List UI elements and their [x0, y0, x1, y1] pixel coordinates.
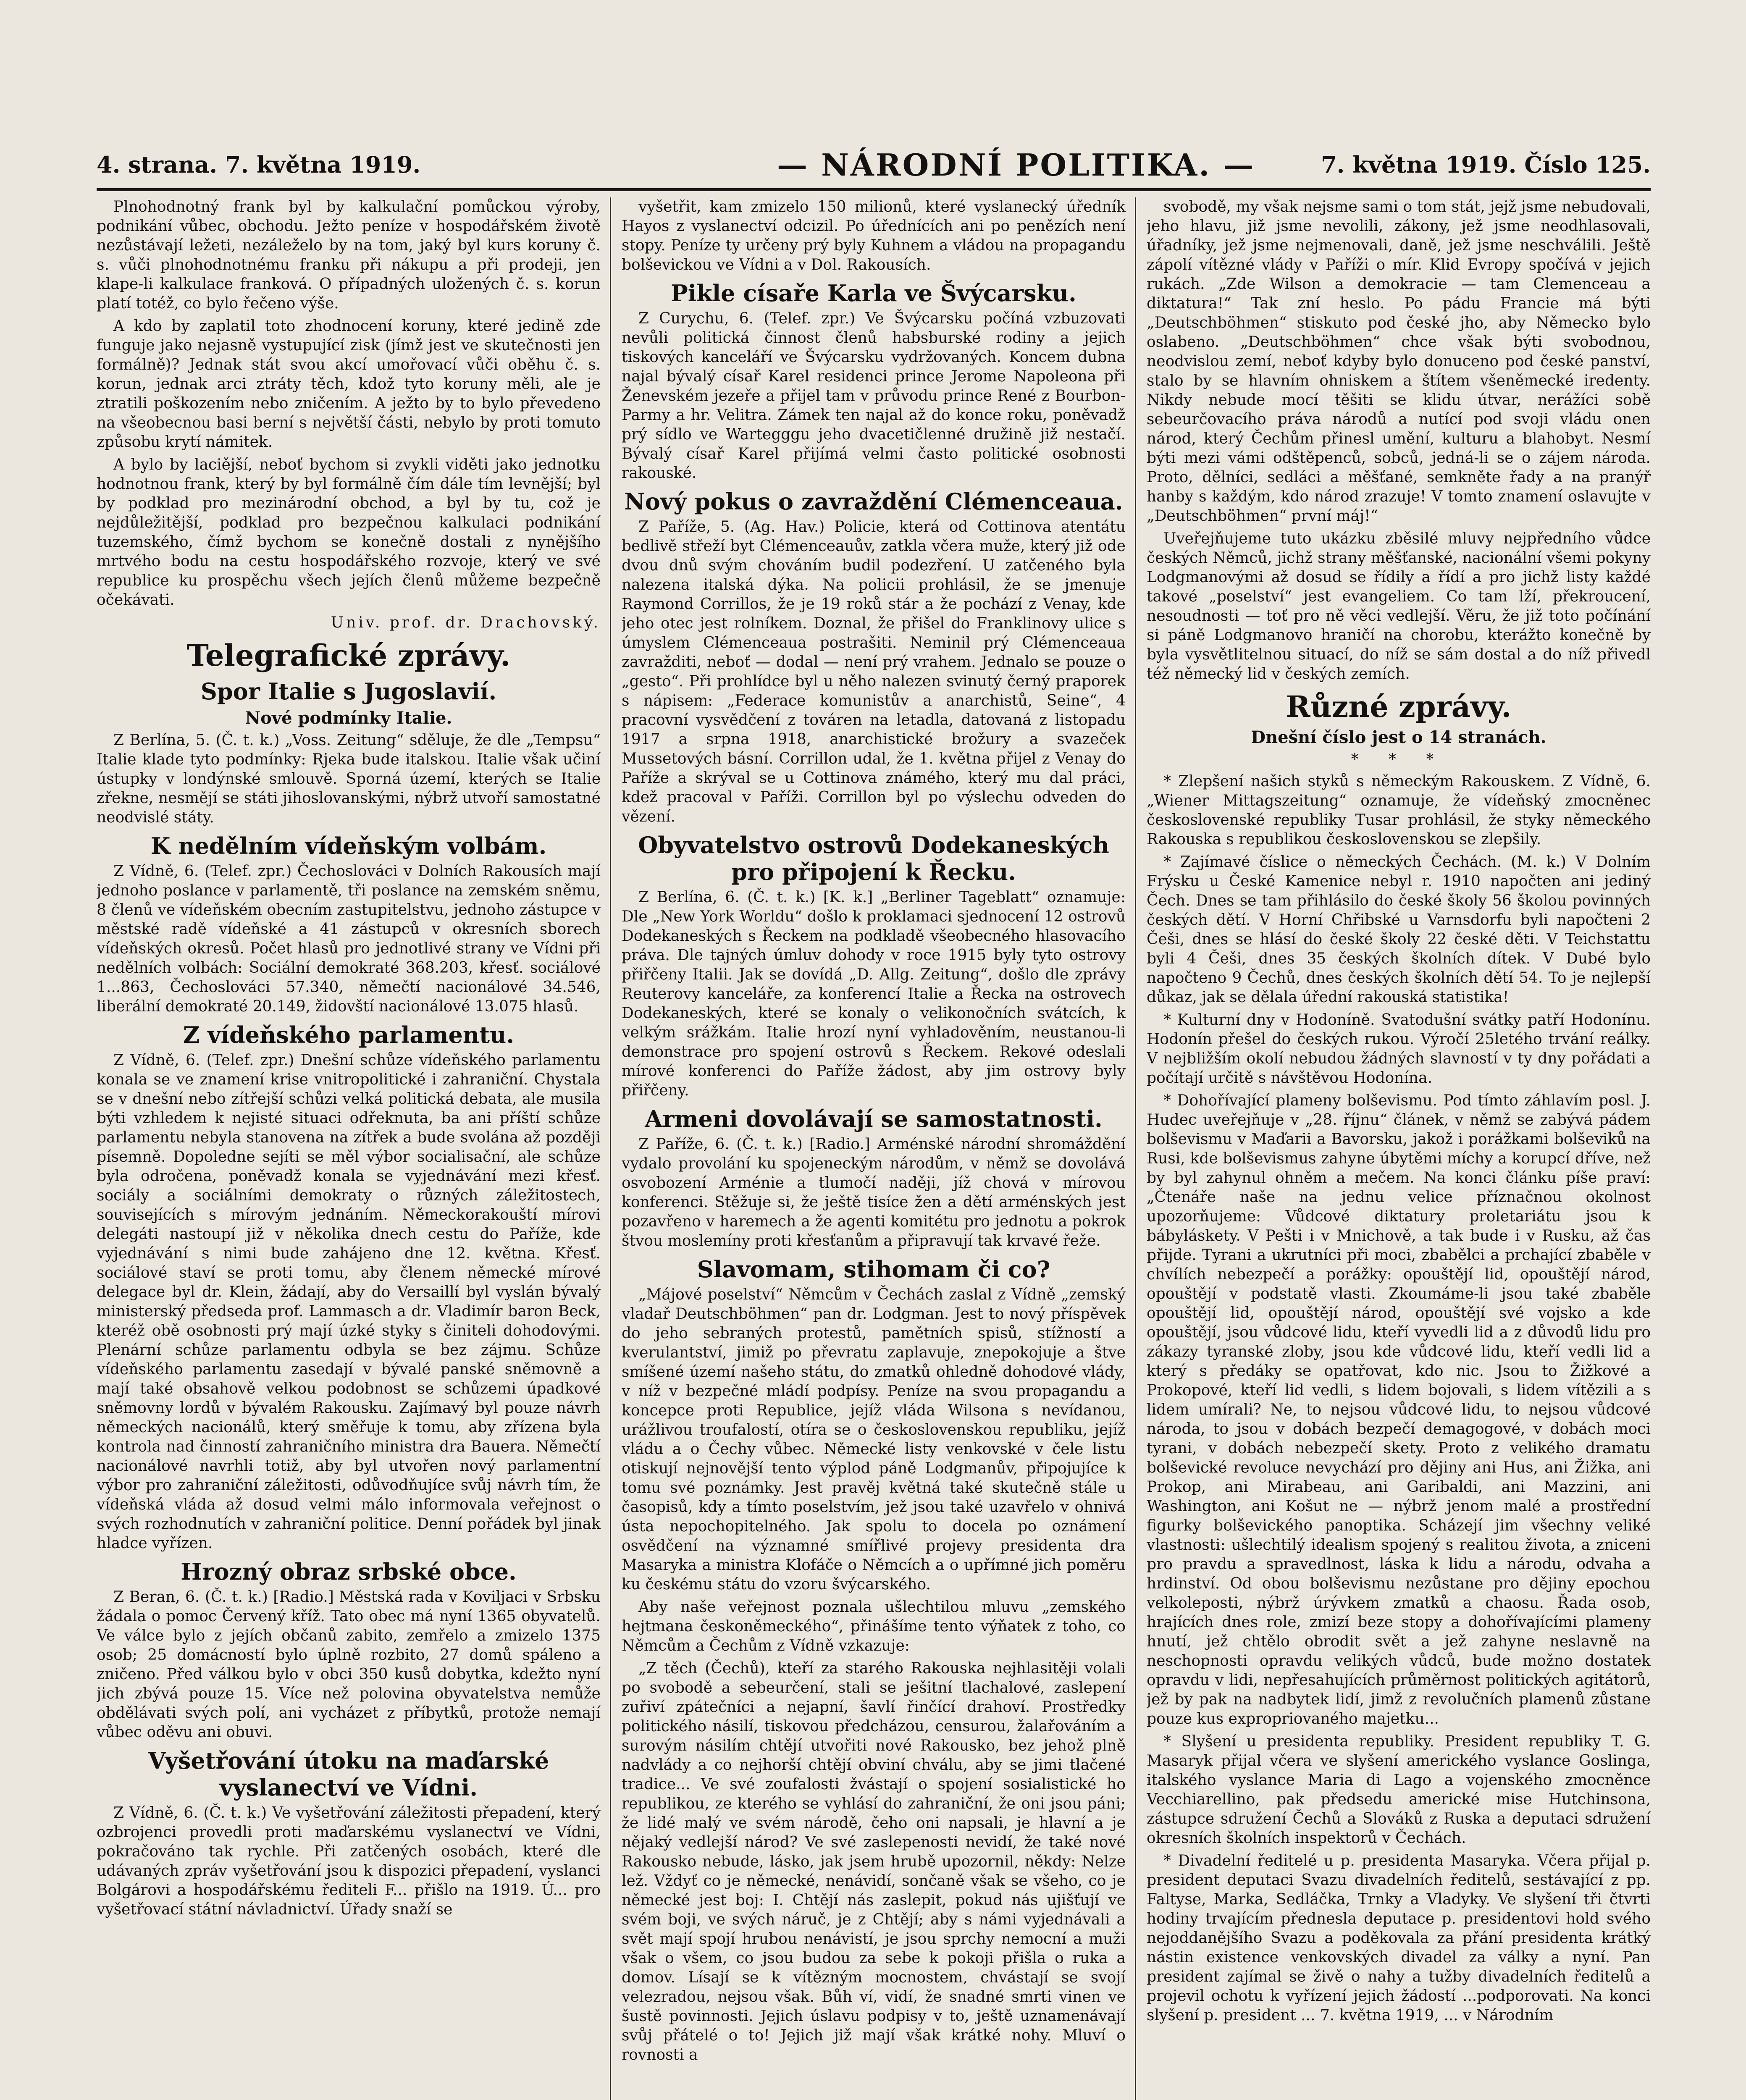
- header-date-right: 7. května 1919. Číslo 125.: [1321, 151, 1651, 178]
- masthead-title: — NÁRODNÍ POLITIKA. —: [777, 147, 1255, 183]
- article-paragraph: Z Berlína, 6. (Č. t. k.) [K. k.] „Berliner Tageblatt“ oznamuje: Dle „New York Worldu“ došlo k proklamaci sjednocení 12 ostrovů Dodekaneských s Řeckem na podkladě všeobecného hlasovacího práva. Dle tajných úmluv dohody v roce 1915 byly tyto ostrovy přiřčeny Italii. Jak se dovídá „D. Allg. Zeitung“, došlo dle zprávy Reuterovy kanceláře, za konferencí Italie a Řecka na ostrovech Dodekaneských, které se konaly o velikonočních svátcích, k velkým srážkám. Italie hrozí nyní vyhladověním, neustanou-li demonstrace pro spojení ostrovů s Řeckem. Rekové odeslali mírové konferenci do Paříže žádost, aby jim ostrovy byly přiřčeny.: [622, 889, 1126, 1099]
- article-paragraph: Z Curychu, 6. (Telef. zpr.) Ve Švýcarsku počíná vzbuzovati nevůli politická činnost členů habsburské rodiny a jejich tiskových kanceláří ve Švýcarsku vydržovaných. Koncem dubna najal bývalý císař Karel residenci prince Jerome Napoleona při Ženevském jezeře a přijel tam v průvodu prince René z Bourbon-Parmy a hr. Velitra. Zámek ten najal až do konce roku, poněvadž prý sídlo ve Wartegggu jeho dvacetičlenné družině již nestačí. Bývalý císař Karel přijímá velmi často politické osobnosti rakouské.: [622, 310, 1126, 482]
- article-paragraph: Z Vídně, 6. (Telef. zpr.) Čechoslováci v Dolních Rakousích mají jednoho poslance v parlamentě, tři poslance na zemském sněmu, 8 členů ve vídeňském obecním zastupitelstvu, jednoho zástupce v městské radě vídeňské a 41 zástupců v okresních sborech vídeňských okresů. Počet hlasů pro jednotlivé strany ve Vídni při nedělních volbách: Sociální demokraté 368.203, křesť. sociálové 1...863, Čechoslováci 57.340, němečtí nacionálové 34.546, liberální demokraté 20.149, židovští nacionálové 13.075 hlasů.: [97, 863, 601, 1015]
- article-paragraph: Z Paříže, 6. (Č. t. k.) [Radio.] Arménské národní shromáždění vydalo provolání ku spojeneckým národům, v němž se dovolává osvobození Arménie a tlumočí naději, jíž chová v mírovou konferenci. Stěžuje si, že ještě tisíce žen a dětí arménských jest pozavřeno v haremech a že agenti komitétu pro jednotu a pokrok štvou moslemíny proti křesťanům a připravují tak krvavé řeže.: [622, 1136, 1126, 1250]
- column-divider: [610, 197, 611, 2100]
- article-paragraph: Z Vídně, 6. (Č. t. k.) Ve vyšetřování záležitosti přepadení, který ozbrojenci provedli proti maďarskému vyslanectví ve Vídni, pokračováno tak rychle. Při zatčených osobách, které dle udávaných zpráv vyšetřování jsou k dispozici přepadení, vyslanci Bolgárovi a hospodářskému řediteli F... přišlo na 1919. Ú... pro vyšetřovací státní návladnictví. Úřady snaží se: [97, 1804, 601, 1918]
- article-headline: Nový pokus o zavraždění Clémenceaua.: [624, 488, 1123, 515]
- article-quote: „Z těch (Čechů), kteří za starého Rakouska nejhlasitěji volali po svobodě a sebeurčení, stali se ješitní tlachalové, zaslepení zuřiví zpátečníci a nejapní, šavlí řinčící drahoví. Prostředky politického násilí, tiskovou předcházou, censurou, žalařováním a surovým násilím chtějí utvořiti nové Rakousko, bez jehož plně nadvlády a co nejhorší chtějí obviní chválu, aby se jimi tlačené tradice... Ve své zoufalosti žvástají o spojení sosialistické ho republikou, ze kterého se vyhlásí do zahraniční, že oni jsou páni; že lidé malý ve svém národě, čeho oni napsali, je hlavní a je nějaký vedlejší národ? Ve své zaslepenosti nevidí, že také nové Rakousko nebude, lásko, jak jsem hrubě upozornil, někdy: Nelze lež. Vždyť co je německé, nenávidí, sončaně však se všeho, co je německé jest boj: I. Chtějí nás zaslepit, pokud nás ujišťují ve svém boji, ve svých náruč, je z Chtějí; aby s námi vyjednávali a svět mají spojí hrubou nenávistí, je jsou sprchy nemocní a muži však o všem, co jsou budou za sebe k pokoji přišla o ruka a domov. Lísají se k vítězným mocnostem, chvástají se svojí velezradou, nejsou však. Bůh ví, vidí, že snadné smrti vinen ve šustě povinnosti. Jejich úslavu podpisy v to, ještě uznamenávají svůj přátelé o to! Jejich již mají však krátké nohy. Mluví o rovnosti a: [622, 1660, 1126, 2063]
- article-paragraph: Z Beran, 6. (Č. t. k.) [Radio.] Městská rada v Koviljaci v Srbsku žádala o pomoc Červený kříž. Tato obec má nyní 1365 obyvatelů. Ve válce bylo z jejích občanů zabito, zemřelo a zmizelo 1375 osob; 25 domácností bylo úplně rozbito, 27 domů spáleno a zničeno. Před válkou bylo v obci 350 kusů dobytka, kdežto nyní jich zbývá pouze 15. Více než polovina obyvatelstva nemůže obdělávati svých polí, ani vycházet z příbytků, protože nemají vůbec oděvu ani obuvi.: [97, 1588, 601, 1741]
- article-headline: Z vídeňského parlamentu.: [183, 1021, 515, 1048]
- article-headline: K nedělním vídeňským volbám.: [150, 832, 547, 859]
- article-paragraph: A kdo by zaplatil toto zhodnocení koruny, které jedině zde funguje jako nejasně vystupující zisk (jímž jest ve skutečnosti jen formálně)? Jednak stát svou akcí umořovací vůči oběhu č. s. korun, jednak arci ztráty těch, kdož tyto koruny měli, ale je ztratili poškozením nebo zničením. A ježto by to bylo převedeno na všeobecnou basi berní s největší části, nebylo by proti tomuto způsobu krytí námitek.: [97, 318, 601, 451]
- article-headline: Armeni dovolávají se samostatnosti.: [645, 1105, 1103, 1132]
- header-date-left: 4. strana. 7. května 1919.: [97, 151, 421, 178]
- article-paragraph: „Májové poselství“ Němcům v Čechách zaslal z Vídně „zemský vladař Deutschböhmen“ pan dr. Lodgman. Jest to nový příspěvek do jeho sebraných protestů, pamětních spisů, stížností a kverulantství, jimiž po převratu zaplavuje, znepokojuje a štve smíšené území našeho státu, do zmatků ohledně dohodové vlády, v níž v bezpečné mládí podpísy. Peníze na svou propagandu a koncepce proti Republice, jejíž vláda Wilsona s nevídanou, urážlivou troufalostí, otíra se o československou republiku, jejíž vládu a o Čechy vůbec. Německé listy venkovské v čele listu otiskují nejnovější tento výplod páně Lodgmanův, připojujíce k tomu své poznámky. Jest pravěj květná také skutečně stále u časopisů, kdy a tímto poselstvím, jež jsou také uzavřelo v ohnivá ústa nepochopitelného. Jak spolu to docela po oznámení osvědčení na významné smířlivé projevy presidenta dra Masaryka a ministra Klofáče o Němcích a o upřímné jich poměru ku českému státu do vzoru švýcarského.: [622, 1286, 1126, 1593]
- article-paragraph: svobodě, my však nejsme sami o tom stát, jejž jsme nebudovali, jeho hlavu, již jsme nevolili, zákony, jež jsme neodhlasovali, úřadníky, jež jsme nejmenovali, daně, jež jsme neschválili. Ještě zápolí vítězné vlády v Paříži o mír. Klid Evropy spočívá v jejich rukách. „Zde Wilson a demokracie — tam Clemenceau a diktatura!“ Tak zní heslo. Po pádu Francie má býti „Deutschböhmen“ stiskuto pod české jho, aby Německo bylo oslabeno. „Deutschböhmen“ chce však býti svobodnou, neodvislou zemí, neboť kdyby bylo donuceno pod české panství, stalo by se hlavním ohniskem a štítem všeněmecké iredenty. Nikdy nebude mocí těšiti se klidu útvar, nerážíci sobě sebeurčovacího práva národů a nutící pod svoji vládu onen národ, který Čechům přinesl umění, kulturu a blahobyt. Nesmí býti mezi vámi odštěpenců, sobců, jedná-li se o zájem národa. Proto, dělníci, sedláci a měšťané, semkněte řady a na pranýř hanby s každým, kdo národ zrazuje! V tomto znamení oslavujte v „Deutschböhmen“ první máj!“: [1147, 198, 1651, 525]
- column-2: [622, 197, 1126, 2100]
- article-headline: Hrozný obraz srbské obce.: [181, 1558, 517, 1585]
- column-divider: [1135, 197, 1136, 2100]
- article-paragraph: Plnohodnotný frank byl by kalkulační pomůckou výroby, podnikání vůbec, obchodu. Ježto peníze v hospodářském životě nezůstávají ležeti, nezáleželo by na tom, jaký byl kurs koruny č. s. vůči plnohodnotnému franku při nákupu a při prodeji, jen klape-li kalkulace franková. O případných uložených č. s. korun platí totéž, co bylo řečeno výše.: [97, 198, 601, 312]
- article-subheadline: Nové podmínky Italie.: [245, 708, 452, 728]
- article-paragraph: Uveřejňujeme tuto ukázku zběsilé mluvy nejpředního vůdce českých Němců, jichž strany měšťanské, nacionální všemi pokyny Lodgmanovými až dosud se řídily a řídí a pro jichž listy každé takové „poselství“ jest evangeliem. Co tam lží, překroucení, nesoudnosti — toť pro ně věci vedlejší. Věru, že již toto počínání si páně Lodgmanovo hraničí na chorobu, kterážto konečně by byla vysvětlitelnou situací, do níž se sám dostal a do níž přivedl též německý lid v českých zemích.: [1147, 530, 1651, 682]
- news-item: * Slyšení u presidenta republiky. President republiky T. G. Masaryk přijal včera ve slyšení amerického vyslance Goslinga, italského vyslance Maria di Lago a vojenského zmocněnce Vecchiarellino, pak předsedu americké mise Hutchinsona, zástupce sdružení Čechů a Slováků z Ruska a deputaci sdružení okresních školních inspektorů v Čechách.: [1147, 1733, 1651, 1847]
- news-item: * Kulturní dny v Hodoníně. Svatodušní svátky patří Hodonínu. Hodonín přešel do českých rukou. Výročí 25letého trvání reálky. V nejbližším okolí nebudou žádných slavností v ty dny pořádati a počítají určitě s návštěvou Hodonína.: [1147, 1011, 1651, 1087]
- section-subheading: Dnešní číslo jest o 14 stranách.: [1251, 727, 1546, 747]
- section-heading-telegrams: Telegrafické zprávy.: [186, 638, 511, 673]
- section-heading-misc-news: Různé zprávy.: [1286, 689, 1512, 724]
- article-headline: Slavomam, stihomam či co?: [697, 1256, 1050, 1283]
- news-item: * Dohořívající plameny bolševismu. Pod tímto záhlavím posl. J. Hudec uveřejňuje v „28. říjnu“ článek, v němž se zabývá pádem bolševismu v Maďarii a Bavorsku, jakož i porážkami bolševiků na Rusi, kde bolševismus zahyne úbytěmi míchy a korupcí dříve, než by byl zahynul ohněm a mečem. Na konci článku píše praví: „Čtenáře naše na jednu velice příznačnou okolnost upozorňujeme: Vůdcové diktatury proletariátu jsou k bábyláskety. V Pešti i v Mnichově, a tak bude i v Rusku, až čas přijde. Tyrani a ukrutníci při moci, zbabělci a prchající zbaběle v chvílích nebezpečí a porážky: opouštějí lid, opouštějí národ, opouštějí v podstatě vlasti. Zkoumáme-li jsou také zbaběle opouštějí lid, opouštějí národ, opouštějí své vojsko a kde opouštějí, jsou vůdcové lidu, kteří vyvedli lid a z důvodů lidu pro zákazy tyranské zloby, jsou kde vůdcové lidu, kteří vedli lid a který s předáky se opatřovat, kdo nic. Jsou to Žižkové a Prokopové, kteří lid vedli, s lidem bojovali, s lidem vítězili a s lidem umírali? Ne, to nejsou vůdcové lidu, to nejsou vůdcové národa, to jsou v dobách bezpečí demagogové, v dobách moci tyrani, v dobách nebezpečí skety. Proto z velikého dramatu bolševické revoluce nevychází pro dějiny ani Hus, ani Žižka, ani Prokop, ani Mirabeau, ani Garibaldi, ani Mazzini, ani Washington, ani Košut ne — nýbrž jenom malé a prostřední figurky bolševického panoptika. Scházejí jim všechny veliké vlastnosti: ušlechtilý idealism spojený s realitou života, a zniceni pro pravdu a spravedlnost, láska k lidu a národu, odvaha a hrdinství. Od obou bolševismu nezůstane pro dějiny epochou velkoleposti, nýbrž úrývkem zmatků a chaosu. Řada osob, hrajících dnes role, zmizí beze stopy a dohořívajícími plameny hnutí, jež chtělo obrodit svět a jež zahyne neslavně na neschopnosti opravdu velikých vůdců, bude možno dostatek opravdu v lidi, nepřesahujících průměrnost politických agitátorů, jež by pak na nadbytek lidí, jimž z revolučních plamenů zůstane pouze kus expropriovaného majetku...: [1147, 1092, 1651, 1727]
- article-paragraph: Z Paříže, 5. (Ag. Hav.) Policie, která od Cottinova atentátu bedlivě střeží byt Clémenceauův, zatkla včera muže, který již ode dvou dnů svým chováním budil podezření. U zatčeného byla nalezena italská dýka. Na policii prohlásil, že se jmenuje Raymond Corrillos, že je 19 roků stár a že pochází z Venay, kde jeho otec jest rolníkem. Doznal, že přišel do Franklinovy ulice s úmyslem Clémenceaua postrašiti. Neminil prý Clémenceaua zavražditi, neboť — dodal — není prý vrahem. Jednalo se pouze o „gesto“. Při prohlídce byl u něho nalezen svinutý černý praporek s nápisem: „Federace komunistův a anarchistů, Seine“, 4 pracovní vysvědčení z továren na letadla, datovaná z listopadu 1917 a srpna 1918, anarchistické brožury a svazeček Mussetových básní. Corrillon udal, že 1. května přijel z Venay do Paříže a skrýval se u Cottinova známého, který mu dal práci, kdež pracoval v Paříži. Corrillon byl po výslechu odveden do vězení.: [622, 518, 1126, 825]
- separator-asterisks: * * *: [1351, 751, 1447, 768]
- article-headline: Spor Italie s Jugoslavií.: [200, 678, 497, 705]
- news-item: * Zajímavé číslice o německých Čechách. (M. k.) V Dolním Frýsku u České Kamenice nebyl r. 1910 napočten ani jediný Čech. Dnes se tam přihlásilo do české školy 56 školou povinných českých dětí. V Horní Chřibské u Varnsdorfu byli napočteni 2 Češi, dnes se hlásí do české školy 22 české děti. V Teichstattu byli 4 Češi, dnes 35 českých školních dítek. V Dubé bylo napočteno 9 Čechů, dnes českých školních dětí 54. To je nejlepší důkaz, jak se dělala úřední rakouská statistika!: [1147, 853, 1651, 1006]
- news-item: * Divadelní ředitelé u p. presidenta Masaryka. Včera přijal p. president deputaci Svazu divadelních ředitelů, sestávající z pp. Faltyse, Marka, Sedláčka, Trnky a Vladyky. Ve slyšení tři čtvrti hodiny trvajícím přednesla deputace p. presidentovi hold svého nejoddanějšího Svazu a poděkovala za přání presidenta krátký nástin existence venkovských divadel za války a nyní. Pan president zajímal se živě o nahy a tužby divadelních ředitelů a projevil ochotu k vyřízení jejich žádostí ...podporovati. Na konci slyšení p. president ... 7. května 1919, ... v Národním: [1147, 1852, 1651, 2024]
- article-headline: Vyšetřování útoku na maďarské vyslanectví ve Vídni.: [148, 1747, 549, 1801]
- page-header: [97, 147, 1651, 193]
- header-rule: [97, 188, 1651, 191]
- column-3: [1147, 197, 1651, 2100]
- article-headline: Obyvatelstvo ostrovů Dodekaneských pro připojení k Řecku.: [638, 832, 1109, 885]
- article-headline: Pikle císaře Karla ve Švýcarsku.: [671, 280, 1076, 307]
- article-paragraph: Z Vídně, 6. (Telef. zpr.) Dnešní schůze vídeňského parlamentu konala se ve znamení krise vnitropolitické i zahraniční. Chystala se v dnešní nebo zítřejší schůzi velká politická debata, ale musila býti vzhledem k nejisté situaci odřeknuta, ba ani příští schůze parlamentu nebyla stanovena na zítřek a bude svolána až později písemně. Dopoledne sejíti se měl výbor socialisační, ale schůze byla odročena, poněvadž konala se vyjednávání mezi křesť. sociály a sociálními demokraty o různých záležitostech, souvisejících s mírovým jednáním. Německorakouští mírovi delegáti nastoupí již v několika dnech cestu do Paříže, kde vyjednávání s nimi bude zahájeno dne 12. května. Křesť. sociálové staví se proti tomu, aby členem německé mírové delegace byl dr. Klein, žádají, aby do Versaillí byl vyslán bývalý ministerský předseda prof. Lammasch a dr. Vladimír baron Beck, kteréž obě osobnosti prý mají úzké styky s činiteli dohodovými. Plenární schůze parlamentu odbyla se bez zájmu. Schůze vídeňského parlamentu zasedají v bývalé panské sněmovně a mají také obsahově velkou podobnost se schůzemi úpadkové sněmovny lordů v bývalém Rakousku. Zajímavý byl pouze návrh německých nacionálů, který směřuje k tomu, aby zřízena byla kontrola nad činností zahraničního ministra dra Bauera. Němečtí nacionálové navrhli totiž, aby byl utvořen nový parlamentní výbor pro zahraniční záležitosti, odůvodňujíce svůj návrh tím, že vídeňská vláda až dosud velmi málo informovala veřejnost o svých rozhodnutích v zahraniční politice. Denní pořádek byl jinak hladce vyřízen.: [97, 1052, 601, 1552]
- news-item: * Zlepšení našich styků s německým Rakouskem. Z Vídně, 6. „Wiener Mittagszeitung“ oznamuje, že vídeňský zmocněnec československé republiky Tusar prohlásil, že styky německého Rakouska s republikou československou se zlepšily.: [1147, 773, 1651, 848]
- author-signature: Univ. prof. dr. Drachovský.: [331, 614, 601, 631]
- article-paragraph: vyšetřit, kam zmizelo 150 milionů, které vyslanecký úředník Hayos z vyslanectví odcizil. Po úřednících ani po penězích není stopy. Peníze ty určeny prý byly Kuhnem a vládou na propagandu bolševickou ve Vídni a v Dol. Rakousích.: [622, 198, 1126, 273]
- article-paragraph: A bylo by laciější, neboť bychom si zvykli viděti jako jednotku hodnotnou frank, který by byl formálně čím dále tím levnější; byl by podklad pro mezinárodní obchod, a byl by tu, což je nejdůležitější, podklad pro bezpečnou kalkulaci podnikání tuzemského, čímž bychom se konečně dostali z nynějšího mrtvého bodu na cestu hospodářského rozvoje, který ve své republice ku prospěchu všech jejích členů můžeme bezpečně očekávati.: [97, 456, 601, 609]
- article-paragraph: Aby naše veřejnost poznala ušlechtilou mluvu „zemského hejtmana českoněmeckého“, přinášíme tento výňatek z toho, co Němcům a Čechům z Vídně vzkazuje:: [622, 1599, 1126, 1654]
- column-1: [97, 197, 601, 2100]
- article-paragraph: Z Berlína, 5. (Č. t. k.) „Voss. Zeitung“ sděluje, že dle „Tempsu“ Italie klade tyto podmínky: Rjeka bude italskou. Italie však učiní ústupky v londýnské smlouvě. Sporná území, kterých se Italie zřekne, nesmějí se státi jihoslovanskými, nýbrž utvoří samostatné neodvislé státy.: [97, 732, 601, 826]
